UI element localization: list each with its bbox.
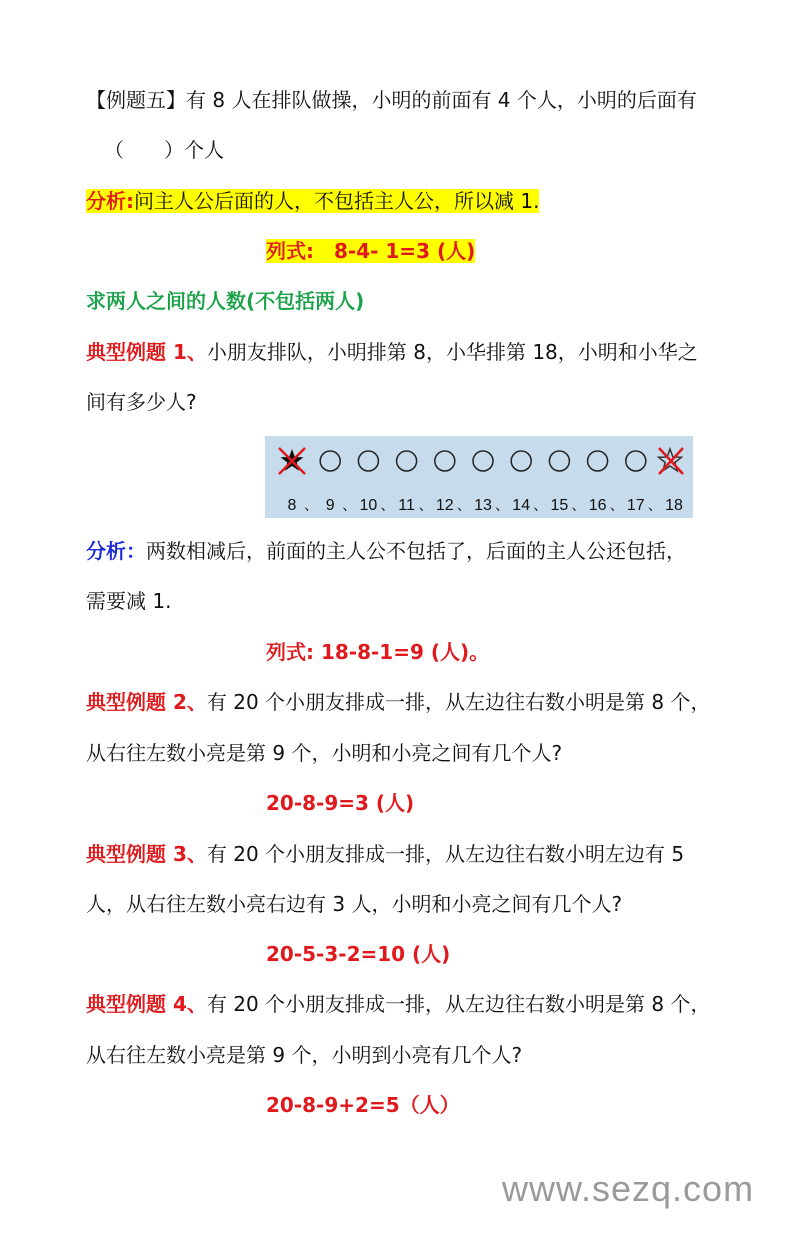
- person-circle-icon: [320, 451, 340, 471]
- queue-number-label: 15: [550, 497, 569, 514]
- typical4-line2: 从右往左数小亮是第 9 个，小明到小亮有几个人?: [86, 1043, 523, 1067]
- typical3-line1: [86, 840, 684, 868]
- queue-number-label: 16: [588, 497, 607, 514]
- queue-number-label: 11: [398, 497, 415, 514]
- typical3-label: 典型例题 3、: [86, 842, 207, 866]
- queue-separator: 、: [304, 498, 319, 514]
- typical1-text1: 小朋友排队，小明排第 8，小华排第 18，小明和小华之: [206, 340, 698, 364]
- queue-separator: 、: [342, 498, 357, 514]
- queue-number-label: 18: [665, 497, 683, 514]
- person-circle-icon: [511, 451, 531, 471]
- typical1-analysis-line2: 需要减 1.: [86, 589, 172, 613]
- queue-separator: 、: [533, 498, 548, 514]
- example5-question-line2: （ ）个人: [104, 138, 224, 162]
- section-heading: 求两人之间的人数(不包括两人): [86, 289, 365, 313]
- typical1-label: 典型例题 1、: [86, 340, 207, 364]
- queue-separator: 、: [647, 498, 662, 514]
- typical4-label: 典型例题 4、: [86, 992, 207, 1016]
- typical1-line1: [86, 338, 698, 366]
- typical2-line2: 从右往左数小亮是第 9 个，小明和小亮之间有几个人?: [86, 741, 563, 765]
- queue-number-label: 10: [359, 497, 378, 514]
- typical3-formula: 20-5-3-2=10 (人): [266, 942, 451, 966]
- queue-separator: 、: [418, 498, 433, 514]
- typical4-formula: 20-8-9+2=5（人）: [266, 1093, 460, 1117]
- queue-separator: 、: [456, 498, 471, 514]
- typical3-text1: 有 20 个小朋友排成一排，从左边往右数小明左边有 5: [206, 842, 685, 866]
- queue-separator: 、: [495, 498, 510, 514]
- person-circle-icon: [588, 451, 608, 471]
- queue-separator: 、: [609, 498, 624, 514]
- queue-separator: 、: [380, 498, 395, 514]
- queue-number-label: 17: [626, 497, 645, 514]
- queue-number-label: 12: [435, 497, 454, 514]
- typical2-formula: 20-8-9=3 (人): [266, 791, 415, 815]
- person-circle-icon: [549, 451, 569, 471]
- queue-separator: 、: [571, 498, 586, 514]
- typical2-label: 典型例题 2、: [86, 690, 207, 714]
- typical3-line2: 人，从右往左数小亮右边有 3 人，小明和小亮之间有几个人?: [86, 892, 623, 916]
- watermark: www.sezq.com: [502, 1168, 755, 1209]
- typical4-line1: [86, 990, 711, 1018]
- example5-formula: [266, 237, 475, 265]
- formula-text: 列式: 8-4- 1=3 (人): [266, 239, 476, 263]
- example5-analysis: [86, 187, 539, 215]
- typical1-analysis-line1: [86, 537, 686, 565]
- typical1-analysis-label: 分析：: [86, 539, 146, 563]
- person-circle-icon: [358, 451, 378, 471]
- example5-question-line1: 【例题五】有 8 人在排队做操，小明的前面有 4 个人，小明的后面有: [86, 88, 697, 112]
- typical1-formula: 列式: 18-8-1=9 (人)。: [266, 640, 490, 664]
- typical2-line1: [86, 688, 711, 716]
- analysis-label: 分析:: [86, 189, 134, 213]
- queue-number-label: 14: [512, 497, 531, 514]
- queue-diagram: [265, 436, 693, 518]
- queue-number-label: 8: [287, 497, 297, 514]
- queue-number-label: 9: [325, 497, 335, 514]
- typical4-text1: 有 20 个小朋友排成一排，从左边往右数小明是第 8 个，: [206, 992, 711, 1016]
- typical2-text1: 有 20 个小朋友排成一排，从左边往右数小明是第 8 个，: [206, 690, 711, 714]
- typical1-analysis-text1: 两数相减后，前面的主人公不包括了，后面的主人公还包括，: [146, 539, 686, 563]
- person-circle-icon: [626, 451, 646, 471]
- typical1-line2: 间有多少人?: [86, 390, 197, 414]
- queue-number-label: 13: [474, 497, 492, 514]
- queue-diagram-svg: [265, 436, 693, 518]
- analysis-text: 问主人公后面的人，不包括主人公，所以减 1.: [134, 189, 540, 213]
- person-circle-icon: [473, 451, 493, 471]
- person-circle-icon: [397, 451, 417, 471]
- person-circle-icon: [435, 451, 455, 471]
